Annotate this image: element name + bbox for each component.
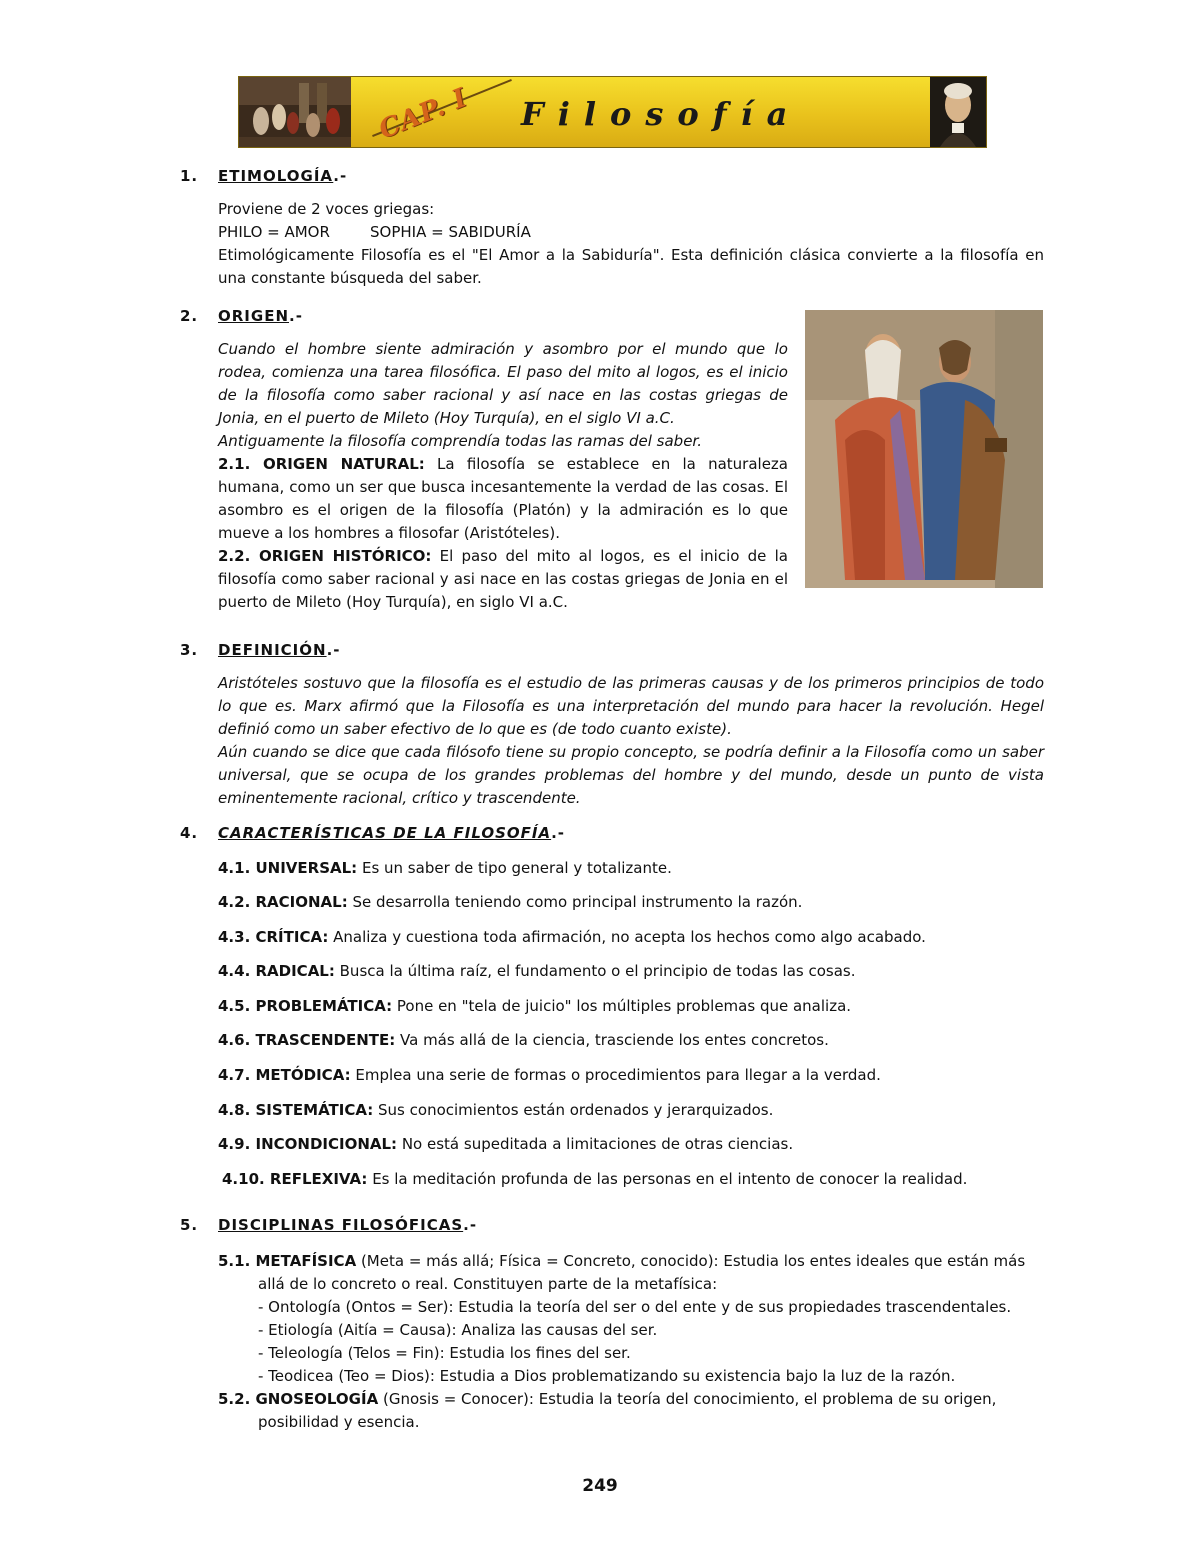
item-label: 4.7. METÓDICA:: [218, 1066, 351, 1084]
section-suffix: .-: [551, 824, 566, 842]
item-text: No está supeditada a limitaciones de otras ciencias.: [401, 1135, 794, 1153]
item-label: 4.8. SISTEMÁTICA:: [218, 1101, 374, 1119]
item-label: 5.2. GNOSEOLOGÍA: [218, 1390, 379, 1408]
item-text: Va más allá de la ciencia, trasciende los entes concretos.: [400, 1031, 829, 1049]
section-suffix: .-: [326, 641, 341, 659]
caracteristica-item: [222, 1168, 967, 1191]
etimologia-sophia: SOPHIA = SABIDURÍA: [370, 223, 531, 241]
metafisica-ontologia: - Ontología (Ontos = Ser): Estudia la teoría del ser o del ente y de sus propiedades trascendentales.: [258, 1298, 1012, 1316]
item-label: 4.3. CRÍTICA:: [218, 928, 329, 946]
page-number: 249: [582, 1476, 618, 1496]
section-title: ORIGEN: [218, 307, 289, 325]
item-text: Emplea una serie de formas o procedimientos para llegar a la verdad.: [355, 1066, 881, 1084]
item-label: 5.1. METAFÍSICA: [218, 1252, 357, 1270]
chapter-label: CAP. I: [374, 82, 472, 146]
item-text: Es la meditación profunda de las personas en el intento de conocer la realidad.: [372, 1170, 968, 1188]
gnoseologia-line-2: posibilidad y esencia.: [258, 1413, 420, 1431]
caracteristica-item: [218, 1029, 829, 1052]
metafisica-teleologia: - Teleología (Telos = Fin): Estudia los fines del ser.: [258, 1344, 631, 1362]
painting-school-of-athens: [805, 310, 1043, 588]
etimologia-philo: PHILO = AMOR: [218, 223, 330, 241]
definicion-paragraph-1: Aristóteles sostuvo que la filosofía es el estudio de las primeras causas y de los primeros principios de todo lo que es. Marx afirmó que la Filosofía es una interpretación del mundo para hacer la revolución. Hegel definió como un saber efectivo de lo que es (de todo cuanto existe).: [218, 674, 1044, 738]
item-text: El paso del mito al logos, es el inicio de la filosofía como saber racional y asi nace en las costas griegas de Jonia en el puerto de Mileto (Hoy Turquía), en siglo VI a.C.: [218, 547, 788, 611]
item-label: 4.10. REFLEXIVA:: [222, 1170, 368, 1188]
item-text: (Meta = más allá; Física = Concreto, conocido): Estudia los entes ideales que están más: [360, 1252, 1026, 1270]
etimologia-definition: Etimológicamente Filosofía es el "El Amor a la Sabiduría". Esta definición clásica convierte a la filosofía en una constante búsqueda del saber.: [218, 246, 1044, 287]
origen-intro-2: Antiguamente la filosofía comprendía todas las ramas del saber.: [218, 432, 702, 450]
metafisica-etiologia: - Etiología (Aitía = Causa): Analiza las causas del ser.: [258, 1321, 658, 1339]
item-text: Es un saber de tipo general y totalizante.: [361, 859, 672, 877]
section-title: CARACTERÍSTICAS DE LA FILOSOFÍA: [218, 824, 552, 842]
definicion-paragraph-2: Aún cuando se dice que cada filósofo tiene su propio concepto, se podría definir a la Filosofía como un saber universal, que se ocupa de los grandes problemas del hombre y del mundo, desde un punto de vista eminentemente racional, crítico y trascendente.: [218, 743, 1044, 807]
section-number: 2.: [180, 307, 199, 325]
item-text: Analiza y cuestiona toda afirmación, no acepta los hechos como algo acabado.: [333, 928, 926, 946]
section-title: DEFINICIÓN: [218, 641, 327, 659]
caracteristica-item: [218, 857, 672, 880]
item-text: Se desarrolla teniendo como principal instrumento la razón.: [352, 893, 803, 911]
section-number: 1.: [180, 167, 199, 185]
item-text: Pone en "tela de juicio" los múltiples problemas que analiza.: [396, 997, 852, 1015]
item-text: (Gnosis = Conocer): Estudia la teoría del conocimiento, el problema de su origen,: [382, 1390, 997, 1408]
gnoseologia-line-1: [218, 1388, 996, 1411]
etimologia-line-1: Proviene de 2 voces griegas:: [218, 200, 435, 218]
item-label: 2.1. ORIGEN NATURAL:: [218, 455, 425, 473]
item-text: Busca la última raíz, el fundamento o el principio de todas las cosas.: [339, 962, 856, 980]
section-suffix: .-: [463, 1216, 478, 1234]
section-suffix: .-: [333, 167, 348, 185]
origen-intro: Cuando el hombre siente admiración y asombro por el mundo que lo rodea, comienza una tarea filosófica. El paso del mito al logos, es el inicio de la filosofía como saber racional y así nace en las costas griegas de Jonia, en el puerto de Mileto (Hoy Turquía), en el siglo VI a.C.: [218, 340, 788, 427]
caracteristica-item: [218, 1133, 793, 1156]
chapter-banner: [238, 76, 987, 148]
origen-natural: [218, 453, 788, 545]
caracteristica-item: [218, 1099, 773, 1122]
caracteristica-item: [218, 1064, 881, 1087]
section-heading-definicion: [180, 641, 341, 659]
item-text: Sus conocimientos están ordenados y jerarquizados.: [378, 1101, 774, 1119]
item-label: 4.9. INCONDICIONAL:: [218, 1135, 398, 1153]
section-heading-origen: [180, 307, 303, 325]
metafisica-teodicea: - Teodicea (Teo = Dios): Estudia a Dios problematizando su existencia bajo la luz de la razón.: [258, 1367, 956, 1385]
metafisica-line-2: allá de lo concreto o real. Constituyen parte de la metafísica:: [258, 1275, 718, 1293]
caracteristica-item: [218, 995, 851, 1018]
origen-historico: [218, 545, 788, 614]
section-heading-etimologia: [180, 167, 347, 185]
section-suffix: .-: [289, 307, 303, 325]
caracteristica-item: [218, 960, 856, 983]
painting-death-of-socrates: [239, 77, 351, 147]
section-number: 3.: [180, 641, 199, 659]
chapter-title: Filosofía: [521, 95, 802, 133]
item-label: 2.2. ORIGEN HISTÓRICO:: [218, 547, 432, 565]
caracteristica-item: [218, 891, 802, 914]
section-number: 4.: [180, 824, 199, 842]
item-label: 4.1. UNIVERSAL:: [218, 859, 358, 877]
section-title: DISCIPLINAS FILOSÓFICAS: [218, 1216, 464, 1234]
item-label: 4.6. TRASCENDENTE:: [218, 1031, 396, 1049]
portrait-kant: [930, 77, 986, 147]
caracteristica-item: [218, 926, 926, 949]
item-label: 4.4. RADICAL:: [218, 962, 335, 980]
section-title: ETIMOLOGÍA: [218, 167, 334, 185]
section-number: 5.: [180, 1216, 199, 1234]
metafisica-line-1: [218, 1250, 1025, 1273]
section-heading-caracteristicas: [180, 824, 565, 842]
section-heading-disciplinas: [180, 1216, 477, 1234]
item-label: 4.2. RACIONAL:: [218, 893, 348, 911]
item-text: La filosofía se establece en la naturaleza humana, como un ser que busca incesantemente la verdad de las cosas. El asombro es el origen de la filosofía (Platón) y la admiración es lo que mueve a los hombres a filosofar (Aristóteles).: [218, 455, 788, 542]
item-label: 4.5. PROBLEMÁTICA:: [218, 997, 393, 1015]
